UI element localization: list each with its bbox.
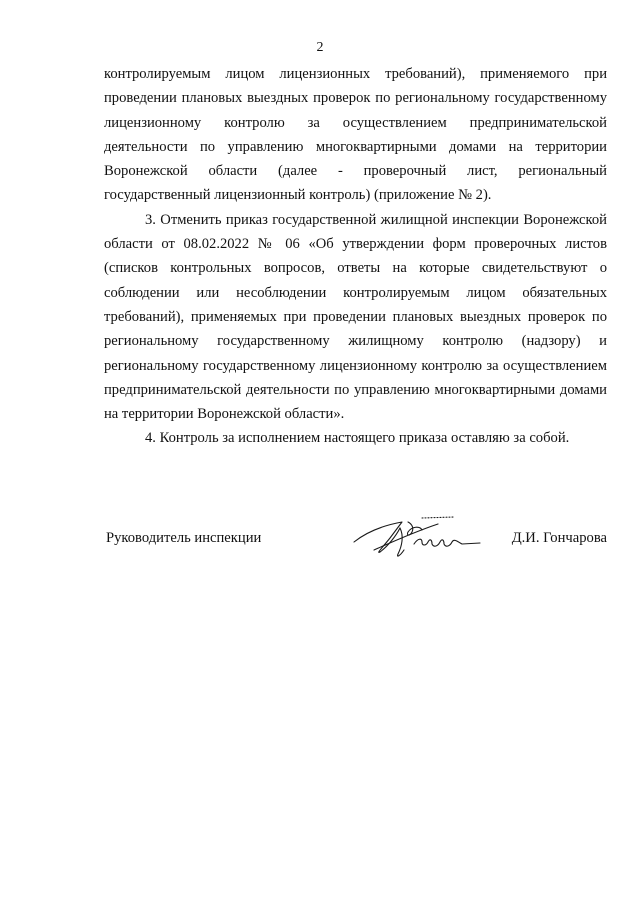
page-number: 2 [316,40,324,55]
handwritten-signature [352,514,487,560]
signature-block [104,520,607,570]
document-body [104,62,607,451]
paragraph-item-4: 4. Контроль за исполнением настоящего приказа оставляю за собой. [145,430,570,447]
paragraph-item-3: 3. Отменить приказ государственной жилищной инспекции Воронежской области от 08.02.2022 № 06 «Об утверждении форм проверочных листов (списков контрольных вопросов, ответы на которые свидетельствуют о соблюдении или несоблюдении контролируемым лицом обязательных требований), применяемых при проведении плановых выездных проверок по региональному государственному жилищному контролю (надзору) и региональному государственному лицензионному контролю за осуществлением предпринимательской деятельности по управлению многоквартирными домами на территории Воронежской области». [104,211,607,423]
paragraph-continuation: контролируемым лицом лицензионных требований), применяемого при проведении плановых выездных проверок по региональному государственному лицензионному контролю за осуществлением предпринимательской деятельности по управлению многоквартирными домами на территории Воронежской области (далее - проверочный лист, региональный государственный лицензионный контроль) (приложение № 2). [104,66,607,204]
signatory-name: Д.И. Гончарова [511,530,607,546]
signatory-position: Руководитель инспекции [106,530,262,546]
